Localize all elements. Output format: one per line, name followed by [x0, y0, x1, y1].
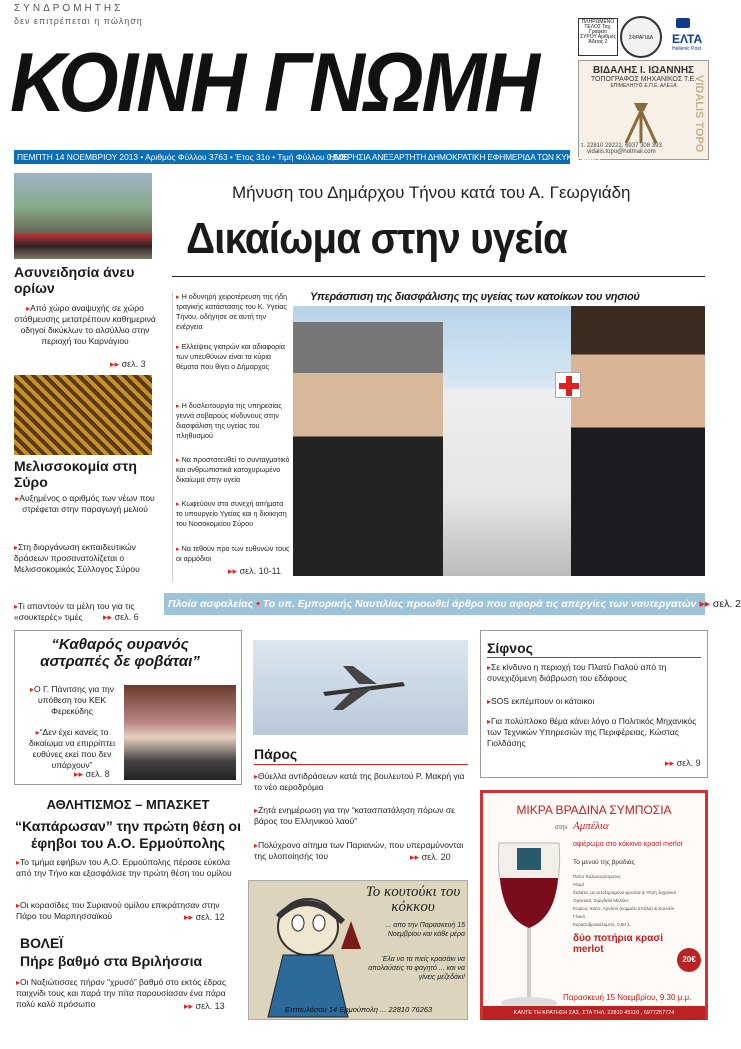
left2-page-ref[interactable]: ▸▸ σελ. 6 [103, 612, 139, 622]
paros-page-ref[interactable]: ▸▸ σελ. 20 [410, 852, 451, 862]
sports-page-ref[interactable]: ▸▸ σελ. 12 [184, 912, 225, 922]
wine-ad-booking: ΚΑΝΤΕ ΤΗ ΚΡΑΤΗΣΗ ΣΑΣ, ΣΤΑ ΤΗΛ. 22810 45110 , 6977257724 [483, 1006, 705, 1020]
wine-ad-menu: Πιάτο Καλωσορίσματος Ψωμί Σαλάτα, με αποξηραμένα φρούτα & Ψητή λαχανικά Ορεκτικό, Σιμιγδαλί Μελιάνι Κυρίως πιάτο, Αρνίσιο (κομμάτι σπάλα) & Κουνέλι Γλυκό Κερασοβρακόλομπο, 0,50 λ. [573, 874, 677, 927]
taverna-ad-line-1: ... απο την Παρασκευή 15 Νοεμβρίου και κάθε μέρα [385, 922, 465, 938]
wine-ad-price: 20€ [677, 948, 701, 972]
ad-vertical-brand: VIDALIS TOPO [693, 75, 705, 153]
sports-title: “Καπάρωσαν” την πρώτη θέση οι έφηβοι του Α.Ο. Ερμούπολης [14, 818, 241, 851]
surveyor-ad[interactable] [578, 60, 709, 160]
wine-ad-venue: Αμπέλια [573, 820, 609, 832]
ad-contact: τ. 22810 29221, 6937 308 393 vidalis.topo@hotmail.com [581, 143, 662, 155]
ad-name: ΒΙΔΑΛΗΣ Ι. ΙΩΑΝΝΗΣ [592, 65, 695, 76]
wine-ad-offer: δύο ποτήρια κρασί merlot [573, 933, 663, 955]
volley-bullet: ▸Οι Ναξιώτισσες πήραν “χρυσό” βαθμό στο εκτός έδρας παιχνίδι τους και παρά την πίτα παρουσίασαν ένα πάρα πολύ καλό πρόσωπο [16, 977, 227, 1009]
sports-section: ΑΘΛΗΤΙΣΜΟΣ – ΜΠΑΣΚΕΤ [46, 797, 210, 812]
sifnos-bullet-2: ▸SOS εκπέμπουν οι κάτοικοι [487, 696, 595, 706]
sifnos-page-ref[interactable]: ▸▸ σελ. 9 [665, 758, 701, 768]
wine-ad-theme: αφιέρωμα στο κόκκινο κρασί merlot [573, 841, 683, 848]
left3-bullet-1: ▸Ο Γ. Πάνιτσης για την υπόθεση του ΚΕΚ Φερεκύδης [29, 684, 115, 716]
left3-title: “Καθαρός ουρανός αστραπές δε φοβάται” [40, 636, 200, 670]
column-divider [172, 292, 173, 582]
left2-bullet-2: ▸Στη διοργάνωση εκπαιδευτικών δράσεων προσανατολίζεται ο Μελισσοκομικός Σύλλογος Σύρου [14, 542, 140, 574]
left2-bullet-3: ▸Τι απαντούν τα μέλη του για τις «σουκτερές» τιμές [14, 601, 135, 622]
wine-ad-venue-pre: στην [555, 825, 568, 831]
main-bullet-5: ▸ Κωφεύουν στα συνεχή αιτήματα το υπουργείο Υγείας και η διοίκηση του Νοσοκομείου Σύρου [176, 499, 287, 528]
main-bullet-1: ▸ Η οδυνηρή χειροτέρευση της ήδη τραγικής κατάστασης του Κ. Υγείας Τήνου, οδήγησε σε αυτή την ενέργεια [176, 292, 287, 331]
taverna-ad-title: Το κουτούκι του κόκκου [365, 884, 461, 915]
main-bullet-3: ▸ Η δυσλειτουργία της υπηρεσίας γεννά σοβαρούς κίνδυνους στην διασφάλιση της υγείας του πληθυσμού [176, 401, 282, 440]
left3-bullet-2: ▸“Δεν έχει κανείς το δικαίωμα να επιρρίπτει ευθύνες εκεί που δεν υπάρχουν” [29, 727, 115, 770]
surveyor-tripod-icon [614, 99, 664, 145]
paros-title: Πάρος [254, 746, 298, 762]
ad-sub: ΕΠΙΜΕΛΗΤΗΣ Ε.Π.Ε. ΑΛΕΞΑ [610, 83, 677, 89]
motorcycles-photo [14, 173, 152, 259]
paros-divider [254, 764, 468, 765]
masthead-title: ΚΟΙΝΗ ΓΝΩΜΗ [10, 35, 539, 129]
taverna-ad-line-2: Έλα να τα πιείς κρασάκι να απολαύσεις το φαγητό ... και να γίνεις μεζεδάκι! [368, 956, 465, 981]
mayor-photo [293, 322, 443, 576]
health-center-photo [293, 306, 705, 576]
sports-bullet-2: ▸Οι κορασίδες του Συριανού ομίλου επικράτησαν στην Πάρο του Μαρπησσαϊκού [16, 900, 220, 921]
airplane-photo [253, 640, 468, 735]
left2-bullet-1: ▸Αυξημένος ο αριθμός των νέων που στρέφεται στην παραγωγή μελιού [15, 493, 155, 514]
left1-bullet: ▸Από χώρο αναψυχής σε χώρο στάθμευσης μετατρέπουν καθημερινά οδηγοί δικύκλων το αλσύλλιο στην περιοχή του Καρνάγιου [14, 303, 156, 346]
left1-page-ref[interactable]: ▸▸ σελ. 3 [110, 359, 146, 369]
wine-event-ad[interactable] [480, 790, 708, 1020]
elta-logo: ΕΛΤΑ Hellenic Post [672, 32, 703, 52]
wine-ad-title: ΜΙΚΡΑ ΒΡΑΔΙΝΑ ΣΥΜΠΟΣΙΑ [516, 803, 672, 817]
paros-bullet-3: ▸Πολύχρονο αίτημα των Παριανών, που υπεραμύνονται της υλοποίησής του [254, 840, 464, 861]
volley-page-ref[interactable]: ▸▸ σελ. 13 [184, 1001, 225, 1011]
ad-title: ΤΟΠΟΓΡΑΦΟΣ ΜΗΧΑΝΙΚΟΣ Τ.Ε. [590, 76, 697, 83]
beehive-photo [14, 375, 152, 455]
volley-title: Πήρε βαθμό στα Βριλήσσια [20, 953, 203, 969]
headline-divider [172, 276, 705, 277]
info-bar: ΠΕΜΠΤΗ 14 ΝΟΕΜΒΡΙΟΥ 2013 • Αριθμός Φύλλου 3763 • Έτος 31ο • Τιμή Φύλλου 0,50€ ΗΜΕΡΗΣΙΑ ΑΝΕΞΑΡΤΗΤΗ ΔΗΜΟΚΡΑΤΙΚΗ ΕΦΗΜΕΡΙΔΑ ΤΩΝ ΚΥΚΛΑΔΩΝ [14, 150, 570, 164]
main-bullet-4: ▸ Να προστατευθεί το συνταγματικό και ανθρωπιστικά κατοχυρωμένο δικαίωμα στην υγεία [176, 455, 290, 484]
airplane-icon [313, 662, 413, 712]
elta-logo-icon [676, 18, 690, 28]
volley-section: ΒΟΛΕΪ [20, 935, 64, 951]
wine-ad-menu-title: Το μενού της βραδιάς [573, 859, 635, 866]
strap-bar: Πλοία ασφαλείας • Το υπ. Εμπορικής Ναυτιλίας προωθεί άρθρο που αφορά τις απεργίες των ναυτεργατών ▸▸ σελ. 2 [164, 593, 705, 615]
sifnos-bullet-1: ▸Σε κίνδυνο η περιοχή του Πλατύ Γιαλού από τη συνεχιζόμενη διάβρωση του εδάφους [487, 662, 667, 683]
main-bullet-6: ▸ Να τεθούν προ των ευθυνών τους οι αρμόδιοι [176, 544, 290, 563]
main-headline: Δικαίωμα στην υγεία [186, 214, 567, 263]
left3-page-ref[interactable]: ▸▸ σελ. 8 [74, 769, 110, 779]
taverna-ad[interactable] [248, 880, 468, 1020]
main-page-ref[interactable]: ▸▸ σελ. 10-11 [228, 566, 281, 576]
wine-ad-date: Παρασκευή 15 Νοεμβρίου, 9.30 μ.μ. [563, 993, 692, 1002]
cartoon-man-icon [253, 887, 363, 1017]
postal-box: ΠΛΗΡΩΜΕΝΟ ΤΕΛΟΣ Ταχ. Γραφείο ΣΥΡΟΥ Αριθμός Άδειας 2 [578, 18, 618, 56]
minister-photo [571, 306, 705, 576]
paros-bullet-1: ▸Θύελλα αντιδράσεων κατά της βουλευτού Ρ. Μακρή για το νέο αεροδρόμιο [254, 771, 465, 792]
sports-bullet-1: ▸Το τμήμα εφήβων του Α.Ο. Ερμούπολης πέρασε εύκολα από την Τήνο και εξασφάλισε την πρώτη θέση του ομίλου [16, 857, 232, 878]
wine-glass-icon [489, 838, 569, 1018]
sifnos-bullet-3: ▸Για πολύπλοκο θέμα κάνει λόγο ο Πολιτικός Μηχανικός των Τεχνικών Υπηρεσιών της Περιφέρειας, Κώστας Γιολδάσης [487, 716, 697, 748]
sifnos-title: Σίφνος [487, 640, 533, 656]
left2-title: Μελισσοκομία στη Σύρο [14, 458, 137, 490]
subscriber-label: ΣΥΝΔΡΟΜΗΤΗΣ [14, 3, 124, 14]
paros-bullet-2: ▸Ζητά ενημέρωση για την “κατασπατάληση πόρων σε βάρος του Ελληνικού λαού” [254, 805, 455, 826]
main-subheadline: Υπεράσπιση της διασφάλισης της υγείας των κατοίκων του νησιού [310, 291, 640, 303]
sifnos-divider [487, 657, 701, 658]
panitsis-photo [124, 685, 236, 780]
left1-title: Ασυνειδησία άνευ ορίων [14, 264, 135, 296]
not-for-sale-note: δεν επιτρέπεται η πώληση [14, 16, 143, 26]
taverna-ad-address: Επταυλάσου 14 Ερμούπολη ... 22810 76263 [285, 1005, 433, 1014]
main-kicker: Μήνυση του Δημάρχου Τήνου κατά του Α. Γεωργιάδη [232, 183, 631, 202]
red-cross-icon [555, 372, 581, 398]
postal-seal-icon: ΣΦΡΑΓΙΔΑ [620, 16, 662, 58]
main-bullet-2: ▸ Ελλείψεις γιατρών και αδιαφορία των υπευθύνων είναι τα κύρια θέματα που θίγει ο Δήμαρχος [176, 342, 285, 371]
